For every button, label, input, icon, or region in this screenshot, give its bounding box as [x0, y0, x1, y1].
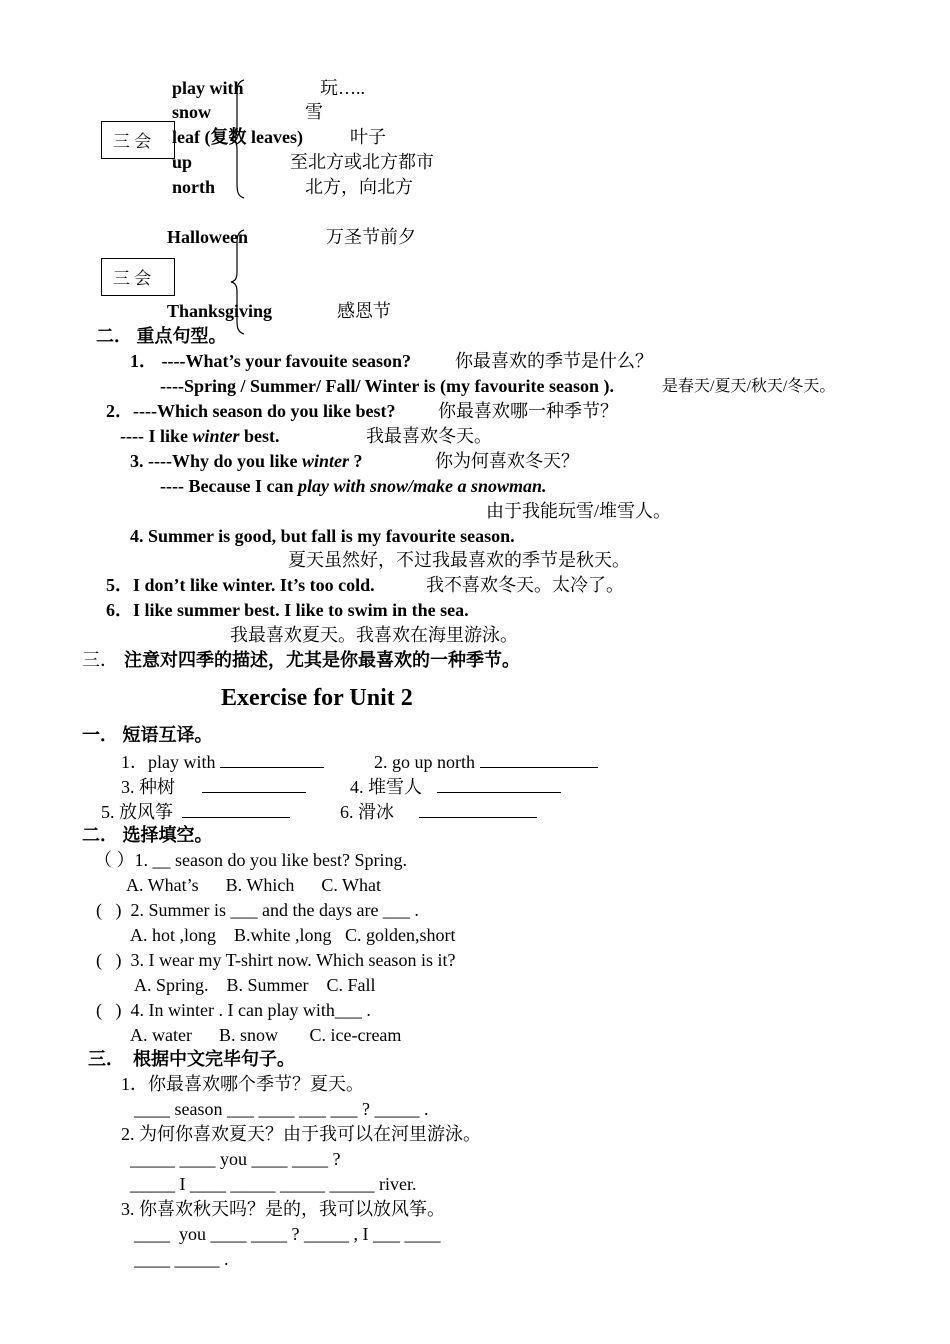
vocab1-zh-2: 叶子 [350, 127, 386, 147]
s4-sentence-zh: 夏天虽然好，不过我最喜欢的季节是秋天。 [288, 550, 630, 570]
part3-q3-line1[interactable]: ____ you ____ ____ ? _____ , I ___ ____ [134, 1224, 441, 1244]
part2-q4-options: A. water B. snow C. ice-cream [130, 1025, 402, 1045]
part3-q2-zh: 2. 为何你喜欢夏天？由于我可以在河里游泳。 [121, 1124, 481, 1144]
s3-question: 3. ----Why do you like winter ? [130, 451, 363, 471]
part1-q5: 5. 放风筝 [101, 799, 290, 823]
vocab1-en-4: north [172, 177, 216, 197]
section2-heading: 二． 重点句型。 [96, 326, 227, 346]
s5-sentence: 5．I don’t like winter. It’s too cold. [106, 575, 375, 595]
vocab2-en-0: Halloween [167, 227, 248, 247]
part3-heading: 三． 根据中文完毕句子。 [88, 1049, 295, 1069]
vocab1-en-1: snow [172, 102, 212, 122]
s5-sentence-zh: 我不喜欢冬天。太冷了。 [426, 575, 624, 595]
vocab2-en-1: Thanksgiving [167, 301, 273, 321]
part2-heading: 二． 选择填空。 [82, 825, 213, 845]
section3-text: 注意对四季的描述，尤其是你最喜欢的一种季节。 [124, 650, 520, 670]
answer-blank[interactable] [437, 774, 561, 793]
vocab2-zh-0: 万圣节前夕 [326, 227, 416, 247]
part2-q1-options: A. What’s B. Which C. What [126, 875, 381, 895]
s1-question-zh: 你最喜欢的季节是什么？ [455, 351, 653, 371]
box-label-2: 三 会 [113, 269, 152, 288]
answer-blank[interactable] [480, 749, 598, 768]
s1-answer: ----Spring / Summer/ Fall/ Winter is (my favourite season ). [160, 376, 614, 396]
vocab1-zh-0: 玩….. [320, 78, 365, 98]
part2-q3-options: A. Spring. B. Summer C. Fall [134, 975, 376, 995]
answer-blank[interactable] [182, 799, 290, 818]
vocab1-zh-4: 北方，向北方 [305, 177, 413, 197]
s6-sentence: 6．I like summer best. I like to swim in the sea. [106, 600, 469, 620]
s3-question-zh: 你为何喜欢冬天？ [435, 451, 579, 471]
section3-number: 三． [82, 650, 118, 670]
part3-q1-line[interactable]: ____ season ___ ____ ___ ___ ? _____ . [134, 1099, 429, 1119]
part1-q3: 3. 种树 [121, 774, 306, 798]
part3-q1-zh: 1．你最喜欢哪个季节？夏天。 [121, 1074, 364, 1094]
s6-sentence-zh: 我最喜欢夏天。我喜欢在海里游泳。 [230, 625, 518, 645]
s3-answer-zh: 由于我能玩雪/堆雪人。 [486, 501, 671, 521]
exercise-title: Exercise for Unit 2 [221, 685, 413, 711]
part3-q2-line1[interactable]: _____ ____ you ____ ____ ? [130, 1149, 341, 1169]
s3-answer: ---- Because I can play with snow/make a snowman. [160, 476, 547, 496]
vocab1-en-3: up [172, 152, 193, 172]
s4-sentence: 4. Summer is good, but fall is my favourite season. [130, 526, 515, 546]
vocab1-zh-3: 至北方或北方都市 [290, 152, 434, 172]
box-label-1: 三 会 [113, 132, 152, 151]
part3-q2-line2[interactable]: _____ I ____ _____ _____ _____ river. [130, 1174, 417, 1194]
part2-q3: ( ) 3. I wear my T-shirt now. Which season is it? [96, 950, 456, 970]
part1-q4: 4. 堆雪人 [350, 774, 561, 798]
part2-q1: （ ）1. __ season do you like best? Spring. [94, 850, 407, 870]
part2-q2-options: A. hot ,long B.white ,long C. golden,short [130, 925, 456, 945]
s2-question: 2．----Which season do you like best? [106, 401, 396, 421]
answer-blank[interactable] [419, 799, 537, 818]
s1-question: 1． ----What’s your favouite season? [130, 351, 411, 371]
part1-heading: 一． 短语互译。 [82, 725, 213, 745]
s2-question-zh: 你最喜欢哪一种季节？ [438, 401, 618, 421]
s1-answer-zh: 是春天/夏天/秋天/冬天。 [662, 378, 836, 395]
vocab1-zh-1: 雪 [305, 102, 323, 122]
part2-q4: ( ) 4. In winter . I can play with___ . [96, 1000, 371, 1020]
part1-q6: 6. 滑冰 [340, 799, 537, 823]
part3-q3-zh: 3. 你喜欢秋天吗？是的，我可以放风筝。 [121, 1199, 445, 1219]
answer-blank[interactable] [202, 774, 306, 793]
part1-q2: 2. go up north [374, 749, 598, 773]
part1-q1: 1．play with [121, 749, 324, 773]
vocab1-en-0: play with [172, 78, 244, 98]
part2-q2: ( ) 2. Summer is ___ and the days are ___ . [96, 900, 419, 920]
vocab2-zh-1: 感恩节 [337, 301, 391, 321]
part3-q3-line2[interactable]: ____ _____ . [134, 1249, 229, 1269]
answer-blank[interactable] [220, 749, 324, 768]
s2-answer-zh: 我最喜欢冬天。 [366, 426, 492, 446]
vocab1-en-2: leaf (复数 leaves) [172, 127, 303, 147]
s2-answer: ---- I like winter best. [120, 426, 280, 446]
